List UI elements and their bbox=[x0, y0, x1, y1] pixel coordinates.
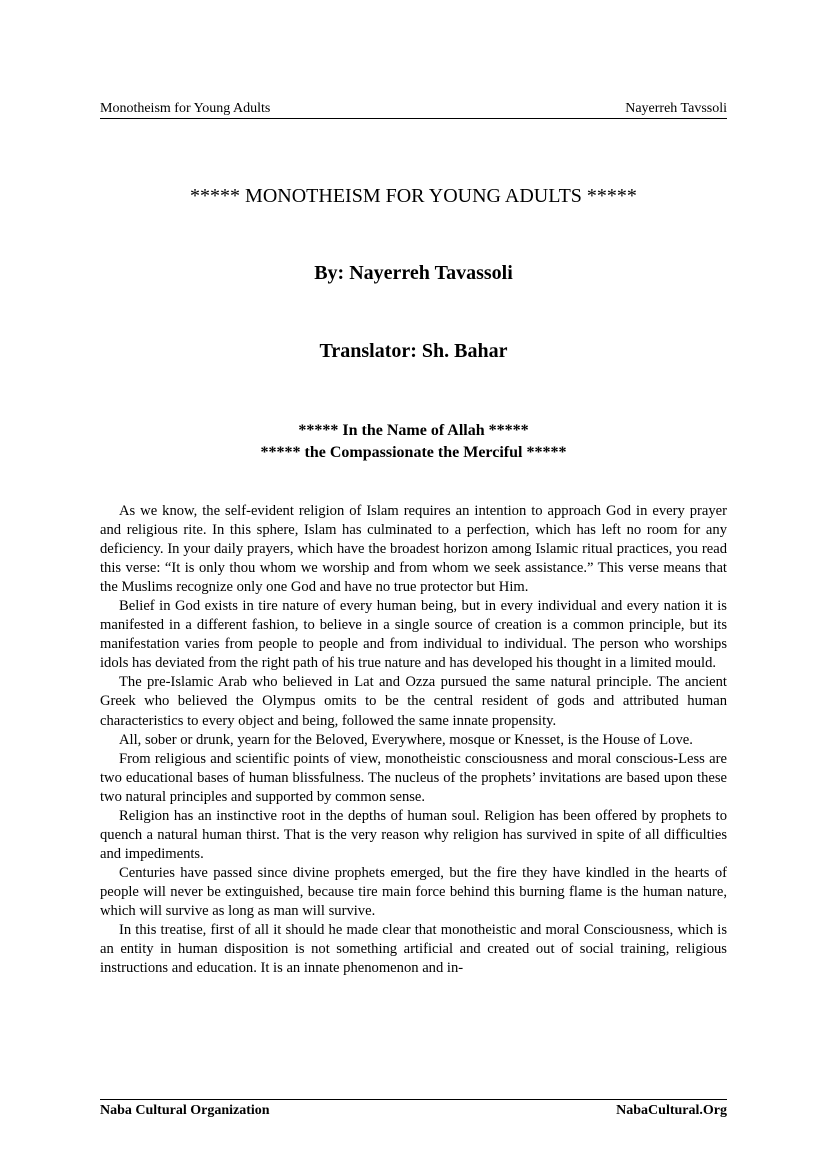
paragraph-2: Belief in God exists in tire nature of every human being, but in every individual and every nation it is manifested in a different fashion, to believe in a single source of creation is a common principle, but its manifestation varies from people to people and from individual to individual. The person who worships idols has deviated from the right path of his true nature and has developed his thought in a limited mould. bbox=[100, 598, 727, 672]
basmala-line-2: ***** the Compassionate the Merciful ***** bbox=[260, 444, 567, 461]
paragraph-1: As we know, the self-evident religion of Islam requires an intention to approach God in every prayer and religious rite. In this sphere, Islam has culminated to a perfection, which has left no room for any deficiency. In your daily prayers, which have the broadest horizon among Islamic ritual practices, you read this verse: “It is only thou whom we worship and from whom we seek assistance.” This verse means that the Muslims recognize only one God and have no true protector but Him. bbox=[100, 503, 727, 596]
paragraph-5: From religious and scientific points of view, monotheistic consciousness and moral conscious-Less are two educational bases of human blissfulness. The nucleus of the prophets’ invitations are based upon these two natural principles and supported by common sense. bbox=[100, 750, 727, 805]
author-byline: By: Nayerreh Tavassoli bbox=[314, 262, 513, 284]
page-footer bbox=[100, 1099, 727, 1118]
footer-website: NabaCultural.Org bbox=[616, 1103, 727, 1118]
header-author: Nayerreh Tavssoli bbox=[625, 101, 727, 116]
paragraph-6: Religion has an instinctive root in the depths of human soul. Religion has been offered by prophets to quench a natural human thirst. That is the very reason why religion has survived in spite of all difficulties and impediments. bbox=[100, 807, 727, 862]
paragraph-3: The pre-Islamic Arab who believed in Lat and Ozza pursued the same natural principle. The ancient Greek who believed the Olympus omits to be the central resident of gods and attributed human characteristics to every object and being, followed the same innate propensity. bbox=[100, 674, 727, 729]
paragraph-8: In this treatise, first of all it should he made clear that monotheistic and moral Consciousness, which is an entity in human disposition is not something artificial and created out of social training, religious instructions and education. It is an innate phenomenon and in- bbox=[100, 922, 727, 977]
body-text bbox=[100, 502, 727, 978]
paragraph-4: All, sober or drunk, yearn for the Beloved, Everywhere, mosque or Knesset, is the House of Love. bbox=[119, 731, 693, 748]
page-header bbox=[100, 100, 727, 119]
basmala-heading bbox=[100, 420, 727, 464]
header-book-title: Monotheism for Young Adults bbox=[100, 101, 271, 116]
paragraph-7: Centuries have passed since divine prophets emerged, but the fire they have kindled in the hearts of people will never be extinguished, because tire main force behind this burning flame is the human nature, which will survive as long as man will survive. bbox=[100, 864, 727, 919]
document-title: ***** MONOTHEISM FOR YOUNG ADULTS ***** bbox=[190, 185, 637, 207]
basmala-line-1: ***** In the Name of Allah ***** bbox=[298, 422, 529, 439]
translator-credit: Translator: Sh. Bahar bbox=[319, 340, 508, 362]
footer-organization: Naba Cultural Organization bbox=[100, 1103, 270, 1118]
